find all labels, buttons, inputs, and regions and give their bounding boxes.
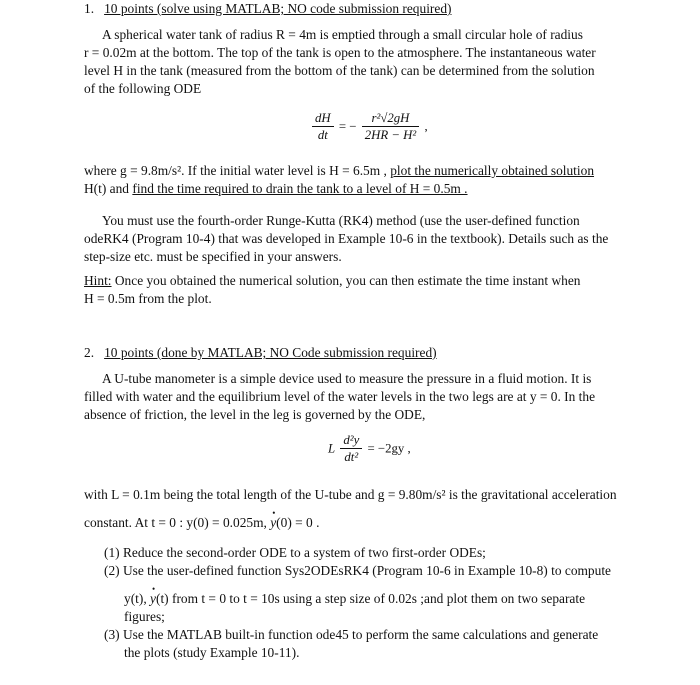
p2-item-2-line-3: figures; (124, 609, 165, 624)
p1-hint-label: Hint: (84, 273, 112, 288)
p1-where-text: where g = 9.8m/s². If the initial water level is H = 6.5m , (84, 163, 387, 178)
p2-item-2-line-2 (124, 590, 585, 608)
p2-intro-line-3: absence of friction, the level in the leg is governed by the ODE, (84, 407, 426, 422)
p2-item-1: (1) Reduce the second-order ODE to a system of two first-order ODEs; (104, 545, 486, 560)
p1-rk4-line-1: You must use the fourth-order Runge-Kutta (RK4) method (use the user-defined function (102, 213, 580, 228)
p2-item-3-line-2: the plots (study Example 10-11). (124, 645, 300, 660)
p1-ode-rhs-denominator: 2HR − H² (364, 128, 417, 142)
p1-ode-equation: $\frac{dH}{dt}$ = − $\frac{\text{r²√2gH}}{\text{2HR − H²}}$ , (310, 110, 428, 143)
problem-2-number: 2. (84, 345, 95, 360)
p2-intro-line-2: filled with water and the equilibrium level of the water levels in the two legs are at y = 0. In the (84, 389, 596, 404)
p1-ode-lhs-denominator: dt (317, 128, 328, 142)
p1-rk4-line-3: step-size etc. must be specified in your answers. (84, 249, 342, 264)
p1-intro-line-4: of the following ODE (84, 81, 202, 96)
p2-ode-denominator: dt² (344, 450, 359, 464)
p1-hint-line-2: H = 0.5m from the plot. (84, 291, 212, 306)
p2-initial-condition: constant. At t = 0 : y(0) = 0.025m, (84, 515, 267, 530)
problem-1-title: 10 points (solve using MATLAB; NO code submission required) (104, 1, 452, 16)
p2-ode-numerator: d²y (340, 432, 362, 449)
problem-2-title: 10 points (done by MATLAB; NO Code submission required) (104, 345, 437, 360)
p2-ydot-t-symbol: • y (150, 591, 156, 606)
p2-ode-coefficient: L (328, 441, 336, 456)
p1-intro-line-1: A spherical water tank of radius R = 4m is emptied through a small circular hole of radius (102, 27, 583, 42)
p1-rk4-line-2: odeRK4 (Program 10-4) that was developed in Example 10-6 in the textbook). Details such as the (84, 231, 609, 246)
p2-item-2-text: (t) from t = 0 to t = 10s using a step size of 0.02s ;and plot them on two separate (156, 591, 586, 606)
p1-hint-text: Once you obtained the numerical solution, you can then estimate the time instant when (111, 273, 581, 288)
p1-ode-rhs-numerator: r²√2gH (362, 110, 420, 127)
p1-intro-line-3: level H in the tank (measured from the bottom of the tank) can be determined from the solution (84, 63, 595, 78)
p1-hint-line-1 (84, 272, 580, 290)
p2-intro-line-1: A U-tube manometer is a simple device used to measure the pressure in a fluid motion. It is (102, 371, 592, 386)
p2-with-line-1: with L = 0.1m being the total length of the U-tube and g = 9.80m/s² is the gravitational acceleration (84, 487, 617, 502)
p2-with-line-2 (84, 514, 319, 532)
p1-intro-line-2: r = 0.02m at the bottom. The top of the tank is open to the atmosphere. The instantaneous water (84, 45, 596, 60)
p2-item-2: (2) Use the user-defined function Sys2ODEsRK4 (Program 10-6 in Example 10-8) to compute (104, 563, 611, 578)
problem-1-heading (84, 0, 451, 18)
p2-ydot-condition: (0) = 0 . (276, 515, 320, 530)
p2-ode-equation (328, 432, 411, 465)
p1-plot-instruction: plot the numerically obtained solution (390, 163, 595, 178)
p1-ode-lhs-numerator: dH (312, 110, 334, 127)
p2-ode-rhs: = −2gy , (367, 441, 411, 456)
problem-1-number: 1. (84, 1, 95, 16)
p2-yt-symbol: y(t), (124, 591, 147, 606)
p2-ydot-symbol: • y (270, 515, 276, 530)
p1-where-line-1 (84, 162, 594, 180)
p1-ht-text: H(t) and (84, 181, 129, 196)
p1-where-line-2 (84, 180, 468, 198)
p1-drain-instruction: find the time required to drain the tank to a level of H = 0.5m . (132, 181, 468, 196)
p2-item-3: (3) Use the MATLAB built-in function ode45 to perform the same calculations and generate (104, 627, 599, 642)
problem-2-heading (84, 344, 437, 362)
